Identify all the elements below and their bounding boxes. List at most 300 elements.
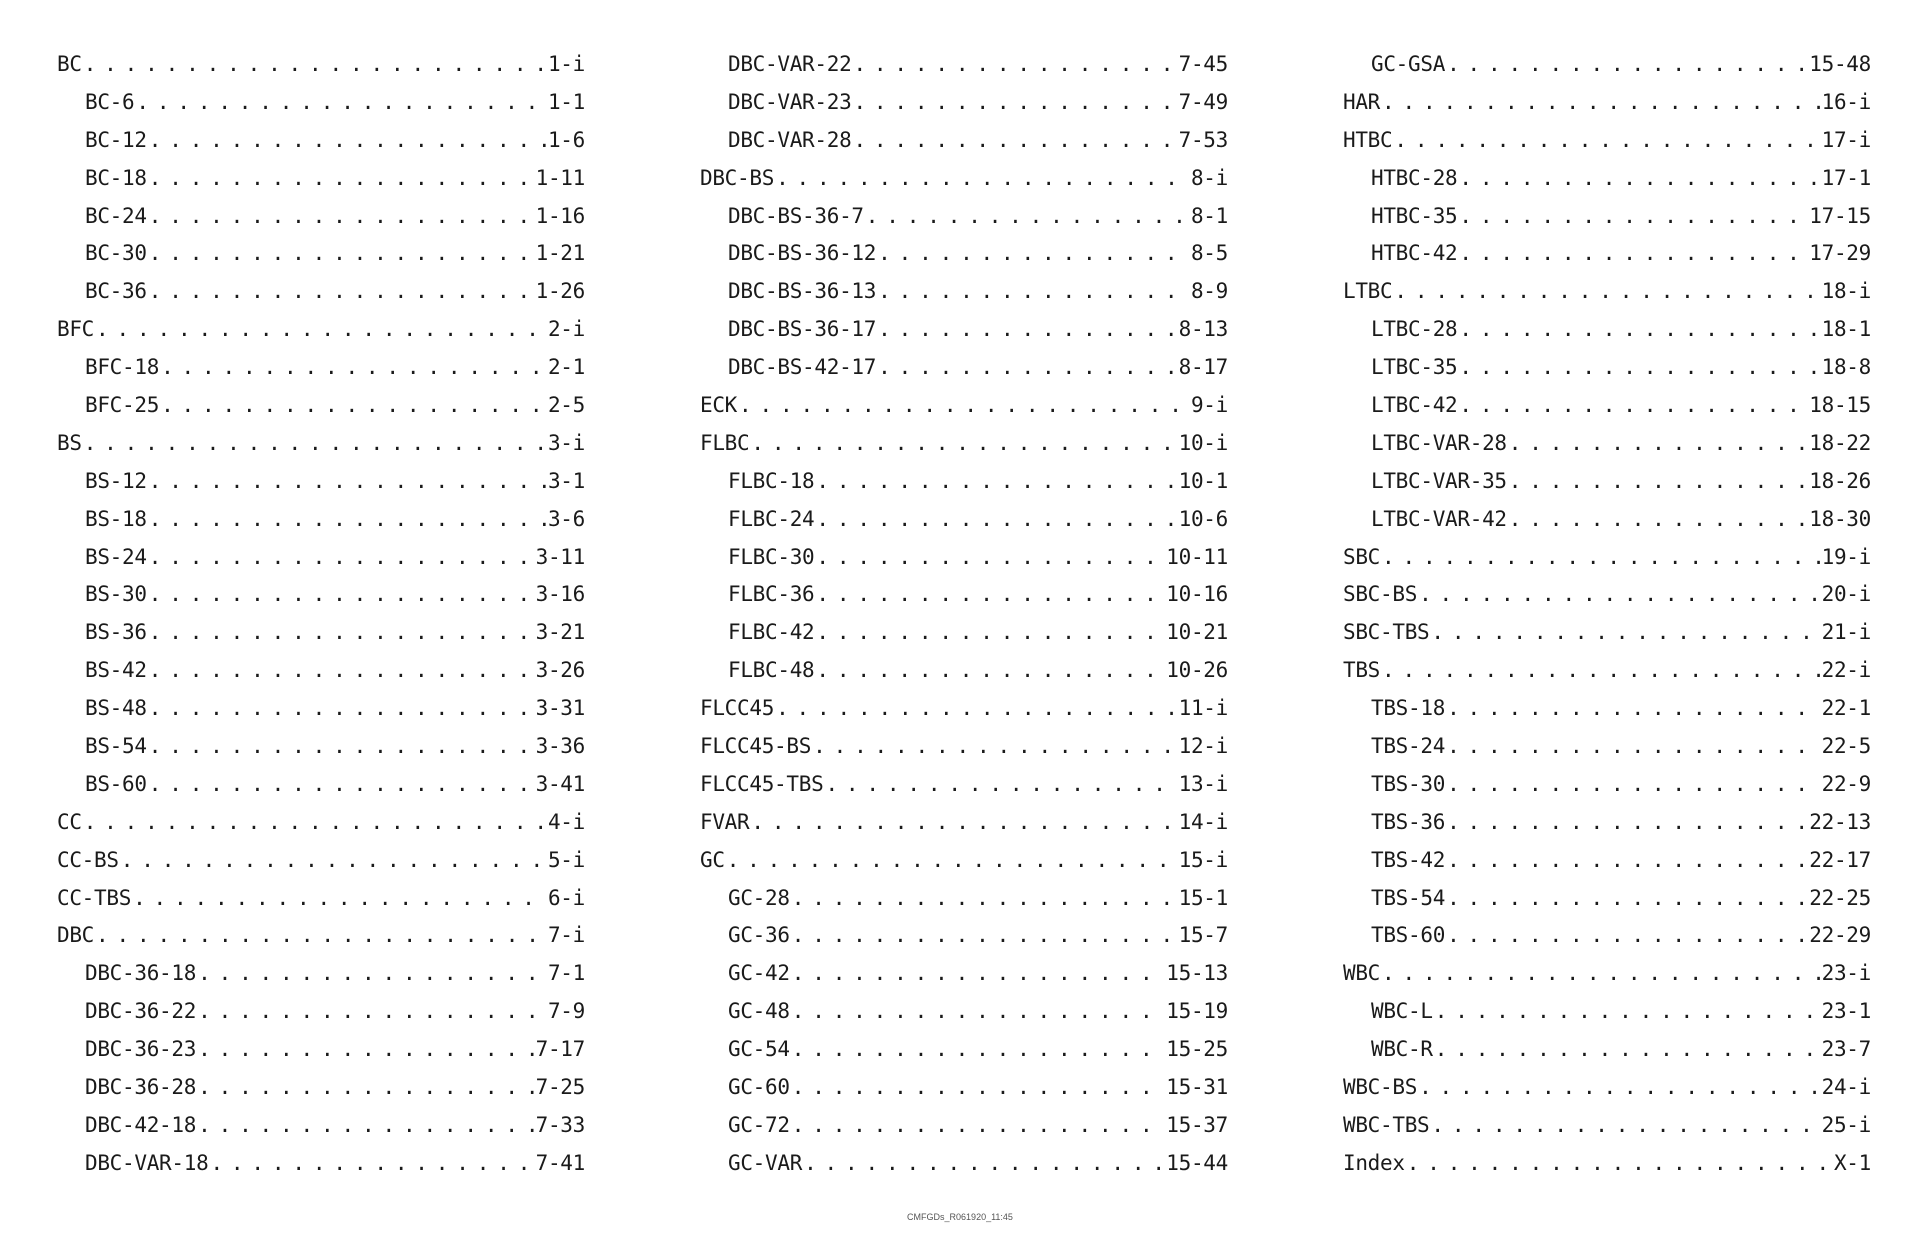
entry-label: LTBC-VAR-28 xyxy=(1371,430,1507,455)
index-entry[interactable] xyxy=(700,84,1228,122)
index-entry[interactable] xyxy=(700,273,1228,311)
entry-label: GC-54 xyxy=(728,1037,790,1062)
index-entry[interactable] xyxy=(1343,463,1871,501)
dot-leader xyxy=(792,880,1177,918)
entry-label: TBS-60 xyxy=(1371,923,1446,948)
entry-label: SBC xyxy=(1343,544,1381,569)
entry-page-number: 1-i xyxy=(547,52,585,76)
entry-page-number: 22-5 xyxy=(1821,734,1871,759)
entry-page-number: 22-25 xyxy=(1809,885,1871,910)
entry-label: HAR xyxy=(1343,89,1381,114)
entry-page-number: 8-i xyxy=(1190,165,1228,190)
entry-label: BFC xyxy=(57,317,95,342)
index-entry[interactable] xyxy=(57,955,585,993)
entry-page-number: 15-7 xyxy=(1178,923,1228,948)
dot-leader xyxy=(198,993,546,1031)
index-entry[interactable] xyxy=(1343,235,1871,273)
index-entry[interactable] xyxy=(700,46,1228,84)
dot-leader xyxy=(149,235,534,273)
dot-leader xyxy=(792,1069,1165,1107)
index-entry[interactable] xyxy=(57,1031,585,1069)
index-entry[interactable] xyxy=(1343,160,1871,198)
index-entry[interactable] xyxy=(57,1069,585,1107)
dot-leader xyxy=(1394,122,1819,160)
entry-page-number: 5-i xyxy=(547,847,585,872)
entry-page-number: 7-17 xyxy=(535,1037,585,1062)
index-entry[interactable] xyxy=(700,614,1228,652)
entry-label: TBS-30 xyxy=(1371,771,1446,796)
index-entry[interactable] xyxy=(700,1107,1228,1145)
dot-leader xyxy=(751,804,1176,842)
dot-leader xyxy=(878,235,1189,273)
entry-page-number: 18-8 xyxy=(1821,355,1871,380)
entry-page-number: 3-6 xyxy=(547,506,585,531)
entry-page-number: 3-36 xyxy=(535,734,585,759)
dot-leader xyxy=(1407,1145,1832,1183)
entry-label: FLCC45 xyxy=(700,696,775,721)
dot-leader xyxy=(96,311,546,349)
index-entry[interactable] xyxy=(700,1069,1228,1107)
entry-page-number: 18-30 xyxy=(1809,506,1871,531)
index-entry[interactable] xyxy=(1343,842,1871,880)
dot-leader xyxy=(825,766,1176,804)
index-entry[interactable] xyxy=(57,501,585,539)
entry-page-number: 23-i xyxy=(1821,961,1871,986)
entry-page-number: 15-31 xyxy=(1166,1075,1228,1100)
index-entry[interactable] xyxy=(700,122,1228,160)
entry-label: BC-6 xyxy=(85,89,135,114)
entry-label: TBS-36 xyxy=(1371,809,1446,834)
index-entry[interactable] xyxy=(1343,766,1871,804)
dot-leader xyxy=(1447,804,1807,842)
entry-page-number: 15-1 xyxy=(1178,885,1228,910)
index-entry[interactable] xyxy=(700,1031,1228,1069)
entry-label: BC-30 xyxy=(85,241,147,266)
entry-label: DBC-36-18 xyxy=(85,961,197,986)
dot-leader xyxy=(149,273,534,311)
index-entry[interactable] xyxy=(700,235,1228,273)
entry-label: FLBC-36 xyxy=(728,582,815,607)
dot-leader xyxy=(198,1107,534,1145)
entry-page-number: 12-i xyxy=(1178,734,1228,759)
index-entry[interactable] xyxy=(57,1107,585,1145)
entry-label: BC-18 xyxy=(85,165,147,190)
index-entry[interactable] xyxy=(1343,311,1871,349)
dot-leader xyxy=(792,955,1165,993)
index-column-3 xyxy=(1343,46,1871,1183)
entry-label: GC-28 xyxy=(728,885,790,910)
entry-page-number: 17-29 xyxy=(1809,241,1871,266)
dot-leader xyxy=(816,463,1176,501)
index-entry[interactable] xyxy=(1343,1107,1871,1145)
index-entry[interactable] xyxy=(1343,273,1871,311)
entry-label: BS-60 xyxy=(85,771,147,796)
entry-label: FLBC-24 xyxy=(728,506,815,531)
entry-label: LTBC-VAR-35 xyxy=(1371,468,1507,493)
entry-page-number: 21-i xyxy=(1821,620,1871,645)
entry-label: DBC-36-28 xyxy=(85,1075,197,1100)
dot-leader xyxy=(161,387,546,425)
entry-label: TBS xyxy=(1343,658,1381,683)
entry-page-number: 17-1 xyxy=(1821,165,1871,190)
index-entry[interactable] xyxy=(700,311,1228,349)
dot-leader xyxy=(149,122,546,160)
entry-label: FLBC-48 xyxy=(728,658,815,683)
dot-leader xyxy=(1459,349,1819,387)
entry-label: DBC-VAR-23 xyxy=(728,89,852,114)
entry-page-number: 17-i xyxy=(1821,127,1871,152)
index-entry[interactable] xyxy=(1343,387,1871,425)
entry-label: DBC-VAR-28 xyxy=(728,127,852,152)
entry-label: GC-VAR xyxy=(728,1150,803,1175)
index-entry[interactable] xyxy=(700,842,1228,880)
dot-leader xyxy=(121,842,546,880)
entry-page-number: 7-25 xyxy=(535,1075,585,1100)
dot-leader xyxy=(1435,993,1820,1031)
dot-leader xyxy=(853,122,1176,160)
entry-label: DBC-BS-36-12 xyxy=(728,241,877,266)
index-column-1 xyxy=(57,46,585,1183)
index-entry[interactable] xyxy=(57,273,585,311)
entry-label: SBC-BS xyxy=(1343,582,1418,607)
index-entry[interactable] xyxy=(700,652,1228,690)
entry-label: BC-24 xyxy=(85,203,147,228)
entry-page-number: 3-41 xyxy=(535,771,585,796)
index-entry[interactable] xyxy=(57,46,585,84)
index-entry[interactable] xyxy=(1343,122,1871,160)
index-entry[interactable] xyxy=(57,463,585,501)
index-entry[interactable] xyxy=(700,349,1228,387)
dot-leader xyxy=(1447,842,1807,880)
index-entry[interactable] xyxy=(700,690,1228,728)
index-entry[interactable] xyxy=(57,652,585,690)
entry-label: BC-12 xyxy=(85,127,147,152)
index-entry[interactable] xyxy=(1343,1069,1871,1107)
entry-label: BS xyxy=(57,430,82,455)
dot-leader xyxy=(739,387,1189,425)
entry-label: GC-60 xyxy=(728,1075,790,1100)
entry-page-number: X-1 xyxy=(1833,1150,1871,1175)
index-entry[interactable] xyxy=(700,766,1228,804)
entry-page-number: 3-11 xyxy=(535,544,585,569)
index-entry[interactable] xyxy=(57,311,585,349)
dot-leader xyxy=(149,576,534,614)
entry-page-number: 18-1 xyxy=(1821,317,1871,342)
entry-label: LTBC-35 xyxy=(1371,355,1458,380)
index-entry[interactable] xyxy=(57,842,585,880)
index-entry[interactable] xyxy=(1343,652,1871,690)
index-entry[interactable] xyxy=(700,993,1228,1031)
index-entry[interactable] xyxy=(57,160,585,198)
entry-label: BS-24 xyxy=(85,544,147,569)
dot-leader xyxy=(210,1145,533,1183)
dot-leader xyxy=(136,84,546,122)
dot-leader xyxy=(149,690,534,728)
index-entry[interactable] xyxy=(57,880,585,918)
entry-page-number: 7-53 xyxy=(1178,127,1228,152)
dot-leader xyxy=(776,160,1189,198)
entry-page-number: 15-13 xyxy=(1166,961,1228,986)
index-entry[interactable] xyxy=(57,917,585,955)
entry-page-number: 9-i xyxy=(1190,393,1228,418)
index-entry[interactable] xyxy=(1343,917,1871,955)
dot-leader xyxy=(1459,387,1807,425)
entry-label: BS-30 xyxy=(85,582,147,607)
entry-page-number: 7-9 xyxy=(547,999,585,1024)
index-entry[interactable] xyxy=(1343,84,1871,122)
entry-page-number: 16-i xyxy=(1821,89,1871,114)
entry-page-number: 8-13 xyxy=(1178,317,1228,342)
entry-label: WBC-BS xyxy=(1343,1075,1418,1100)
dot-leader xyxy=(1459,311,1819,349)
entry-page-number: 17-15 xyxy=(1809,203,1871,228)
entry-label: BFC-18 xyxy=(85,355,160,380)
entry-label: GC xyxy=(700,847,725,872)
index-entry[interactable] xyxy=(700,728,1228,766)
dot-leader xyxy=(1447,917,1807,955)
dot-leader xyxy=(149,539,534,577)
entry-page-number: 11-i xyxy=(1178,696,1228,721)
entry-label: WBC xyxy=(1343,961,1381,986)
index-column-2 xyxy=(700,46,1228,1183)
entry-page-number: 8-9 xyxy=(1190,279,1228,304)
entry-page-number: 3-31 xyxy=(535,696,585,721)
index-entry[interactable] xyxy=(1343,349,1871,387)
entry-label: SBC-TBS xyxy=(1343,620,1430,645)
entry-page-number: 10-26 xyxy=(1166,658,1228,683)
dot-leader xyxy=(804,1145,1164,1183)
entry-label: WBC-L xyxy=(1371,999,1433,1024)
document-footer-code: CMFGDs_R061920_11:45 xyxy=(907,1212,1013,1222)
entry-page-number: 7-41 xyxy=(535,1150,585,1175)
dot-leader xyxy=(792,1107,1165,1145)
entry-label: LTBC-28 xyxy=(1371,317,1458,342)
dot-leader xyxy=(776,690,1177,728)
dot-leader xyxy=(792,993,1165,1031)
entry-label: CC-BS xyxy=(57,847,119,872)
index-entry[interactable] xyxy=(1343,1145,1871,1183)
entry-label: HTBC-28 xyxy=(1371,165,1458,190)
dot-leader xyxy=(816,501,1176,539)
entry-label: DBC-BS xyxy=(700,165,775,190)
index-entry[interactable] xyxy=(700,387,1228,425)
entry-label: DBC-BS-36-7 xyxy=(728,203,864,228)
dot-leader xyxy=(878,349,1177,387)
index-entry[interactable] xyxy=(700,425,1228,463)
entry-page-number: 22-i xyxy=(1821,658,1871,683)
entry-page-number: 20-i xyxy=(1821,582,1871,607)
index-entry[interactable] xyxy=(1343,880,1871,918)
index-entry[interactable] xyxy=(1343,539,1871,577)
entry-label: BS-42 xyxy=(85,658,147,683)
entry-page-number: 7-45 xyxy=(1178,52,1228,76)
index-entry[interactable] xyxy=(1343,993,1871,1031)
entry-page-number: 15-37 xyxy=(1166,1112,1228,1137)
entry-label: BS-36 xyxy=(85,620,147,645)
entry-page-number: 13-i xyxy=(1178,771,1228,796)
index-entry[interactable] xyxy=(57,198,585,236)
entry-page-number: 15-48 xyxy=(1809,52,1871,76)
dot-leader xyxy=(161,349,546,387)
index-entry[interactable] xyxy=(57,614,585,652)
entry-label: FLCC45-TBS xyxy=(700,771,824,796)
index-entry[interactable] xyxy=(57,387,585,425)
entry-label: BS-54 xyxy=(85,734,147,759)
entry-page-number: 22-1 xyxy=(1821,696,1871,721)
index-entry[interactable] xyxy=(700,576,1228,614)
dot-leader xyxy=(792,1031,1165,1069)
entry-label: GC-48 xyxy=(728,999,790,1024)
entry-page-number: 18-15 xyxy=(1809,393,1871,418)
index-entry[interactable] xyxy=(1343,614,1871,652)
index-entry[interactable] xyxy=(57,539,585,577)
entry-page-number: 10-11 xyxy=(1166,544,1228,569)
entry-page-number: 10-6 xyxy=(1178,506,1228,531)
dot-leader xyxy=(1435,1031,1820,1069)
index-entry[interactable] xyxy=(57,349,585,387)
entry-page-number: 22-9 xyxy=(1821,771,1871,796)
index-entry[interactable] xyxy=(1343,425,1871,463)
entry-page-number: 7-1 xyxy=(547,961,585,986)
entry-page-number: 22-29 xyxy=(1809,923,1871,948)
dot-leader xyxy=(816,652,1164,690)
entry-page-number: 15-19 xyxy=(1166,999,1228,1024)
entry-label: CC xyxy=(57,809,82,834)
entry-label: HTBC xyxy=(1343,127,1393,152)
index-entry[interactable] xyxy=(700,539,1228,577)
entry-label: GC-GSA xyxy=(1371,52,1446,76)
index-entry[interactable] xyxy=(57,1145,585,1183)
index-entry[interactable] xyxy=(700,501,1228,539)
entry-page-number: 2-1 xyxy=(547,355,585,380)
index-entry[interactable] xyxy=(1343,576,1871,614)
entry-page-number: 10-21 xyxy=(1166,620,1228,645)
entry-page-number: 1-26 xyxy=(535,279,585,304)
index-entry[interactable] xyxy=(1343,690,1871,728)
dot-leader xyxy=(198,1031,534,1069)
dot-leader xyxy=(878,311,1177,349)
entry-label: BS-48 xyxy=(85,696,147,721)
index-entry[interactable] xyxy=(57,235,585,273)
entry-page-number: 1-6 xyxy=(547,127,585,152)
index-entry[interactable] xyxy=(57,84,585,122)
dot-leader xyxy=(727,842,1177,880)
dot-leader xyxy=(1382,652,1820,690)
entry-page-number: 1-16 xyxy=(535,203,585,228)
dot-leader xyxy=(1447,690,1820,728)
entry-label: TBS-18 xyxy=(1371,696,1446,721)
entry-page-number: 1-1 xyxy=(547,89,585,114)
entry-label: FVAR xyxy=(700,809,750,834)
dot-leader xyxy=(149,198,534,236)
index-entry[interactable] xyxy=(700,804,1228,842)
index-entry[interactable] xyxy=(1343,804,1871,842)
dot-leader xyxy=(149,766,534,804)
entry-label: FLBC-42 xyxy=(728,620,815,645)
dot-leader xyxy=(878,273,1189,311)
index-entry[interactable] xyxy=(700,917,1228,955)
entry-label: DBC-BS-42-17 xyxy=(728,355,877,380)
entry-page-number: 10-i xyxy=(1178,430,1228,455)
entry-page-number: 18-26 xyxy=(1809,468,1871,493)
index-entry[interactable] xyxy=(1343,728,1871,766)
entry-page-number: 1-11 xyxy=(535,165,585,190)
dot-leader xyxy=(149,728,534,766)
dot-leader xyxy=(1382,84,1820,122)
entry-label: DBC-36-23 xyxy=(85,1037,197,1062)
index-entry[interactable] xyxy=(700,160,1228,198)
index-entry[interactable] xyxy=(57,766,585,804)
dot-leader xyxy=(1447,880,1807,918)
entry-page-number: 3-16 xyxy=(535,582,585,607)
entry-page-number: 4-i xyxy=(547,809,585,834)
entry-label: WBC-R xyxy=(1371,1037,1433,1062)
entry-page-number: 7-i xyxy=(547,923,585,948)
entry-page-number: 25-i xyxy=(1821,1112,1871,1137)
dot-leader xyxy=(853,46,1176,84)
dot-leader xyxy=(1459,198,1807,236)
index-entry[interactable] xyxy=(57,425,585,463)
dot-leader xyxy=(816,614,1164,652)
index-entry[interactable] xyxy=(700,955,1228,993)
dot-leader xyxy=(149,160,534,198)
dot-leader xyxy=(792,917,1177,955)
entry-page-number: 8-1 xyxy=(1190,203,1228,228)
entry-page-number: 18-22 xyxy=(1809,430,1871,455)
entry-page-number: 10-1 xyxy=(1178,468,1228,493)
index-entry[interactable] xyxy=(1343,501,1871,539)
entry-label: DBC-VAR-18 xyxy=(85,1150,209,1175)
entry-label: BC xyxy=(57,52,82,76)
index-entry[interactable] xyxy=(1343,198,1871,236)
dot-leader xyxy=(133,880,546,918)
index-entry[interactable] xyxy=(1343,955,1871,993)
entry-page-number: 3-1 xyxy=(547,468,585,493)
index-entry[interactable] xyxy=(1343,46,1871,84)
index-entry[interactable] xyxy=(57,576,585,614)
index-entry[interactable] xyxy=(700,463,1228,501)
index-entry[interactable] xyxy=(700,880,1228,918)
index-entry[interactable] xyxy=(57,728,585,766)
entry-label: HTBC-35 xyxy=(1371,203,1458,228)
index-entry[interactable] xyxy=(700,1145,1228,1183)
entry-page-number: 14-i xyxy=(1178,809,1228,834)
index-entry[interactable] xyxy=(700,198,1228,236)
index-entry[interactable] xyxy=(57,122,585,160)
entry-page-number: 22-13 xyxy=(1809,809,1871,834)
entry-page-number: 3-26 xyxy=(535,658,585,683)
entry-label: GC-42 xyxy=(728,961,790,986)
entry-page-number: 1-21 xyxy=(535,241,585,266)
entry-page-number: 18-i xyxy=(1821,279,1871,304)
dot-leader xyxy=(84,804,546,842)
index-entry[interactable] xyxy=(57,690,585,728)
entry-page-number: 7-49 xyxy=(1178,89,1228,114)
entry-label: FLBC-30 xyxy=(728,544,815,569)
index-entry[interactable] xyxy=(1343,1031,1871,1069)
entry-label: DBC-36-22 xyxy=(85,999,197,1024)
entry-label: HTBC-42 xyxy=(1371,241,1458,266)
entry-page-number: 8-5 xyxy=(1190,241,1228,266)
entry-label: TBS-42 xyxy=(1371,847,1446,872)
entry-label: DBC xyxy=(57,923,95,948)
index-entry[interactable] xyxy=(57,804,585,842)
index-entry[interactable] xyxy=(57,993,585,1031)
entry-page-number: 3-21 xyxy=(535,620,585,645)
dot-leader xyxy=(198,1069,534,1107)
entry-label: FLBC-18 xyxy=(728,468,815,493)
dot-leader xyxy=(96,917,546,955)
